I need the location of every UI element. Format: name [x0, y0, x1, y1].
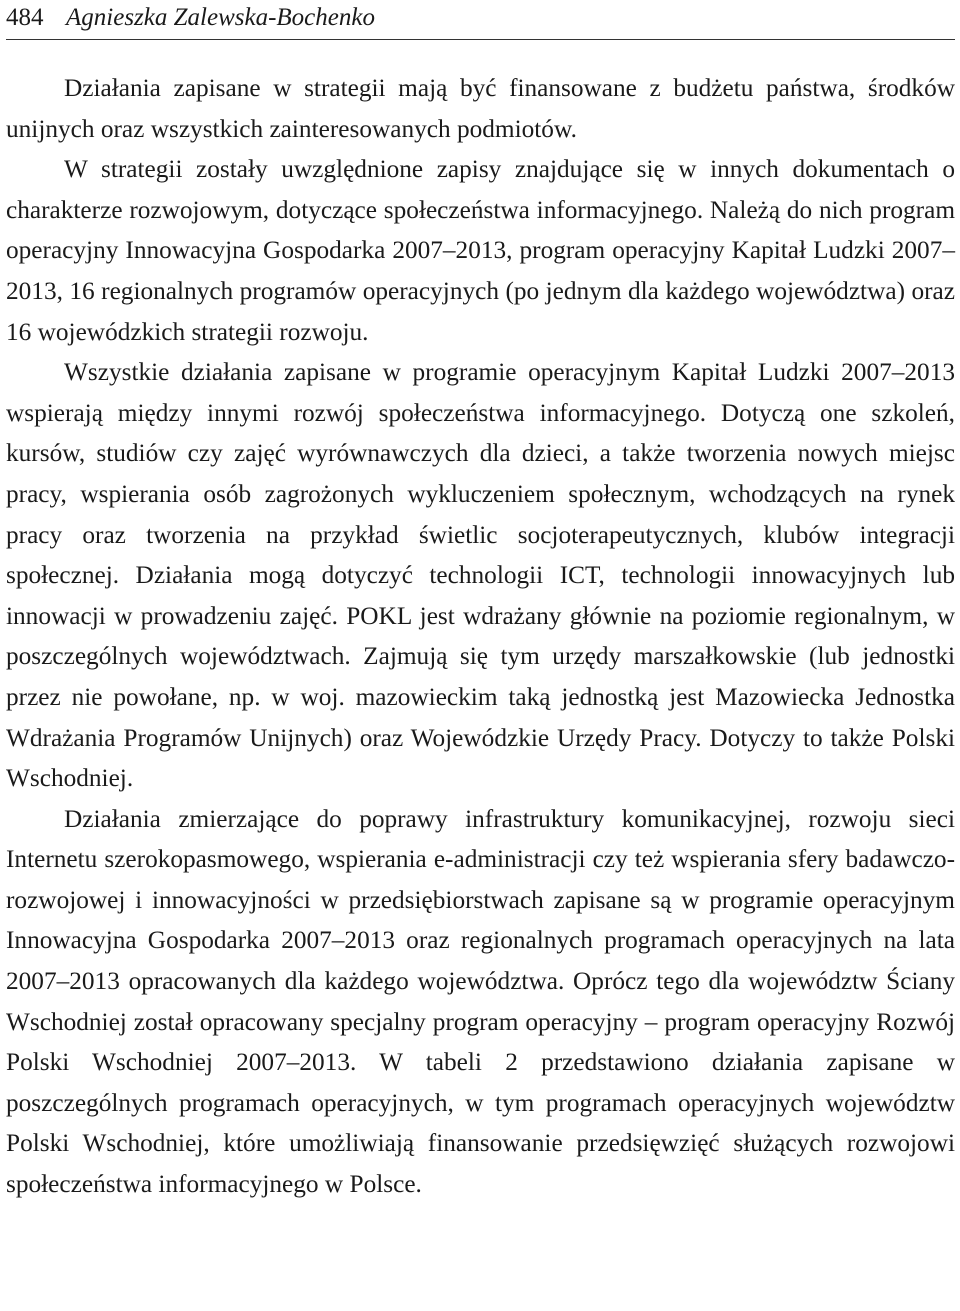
- page-header: [6, 0, 955, 40]
- paragraph-1: Działania zapisane w strategii mają być finansowane z budżetu państwa, środków unijnych oraz wszystkich zainteresowanych podmiotów.: [6, 74, 955, 143]
- page-number: 484: [6, 4, 44, 31]
- paragraph-2: W strategii zostały uwzględnione zapisy znajdujące się w innych dokumentach o charakterze rozwojowym, dotyczące społeczeństwa informacyjnego. Należą do nich program operacyjny Innowacyjna Gospodarka 2007–2013, program operacyjny Kapitał Ludzki 2007–2013, 16 regionalnych programów operacyjnych (po jednym dla każdego województwa) oraz 16 wojewódzkich strategii rozwoju.: [6, 155, 955, 346]
- running-head-author: Agnieszka Zalewska-Bochenko: [66, 4, 375, 31]
- paragraph-3: Wszystkie działania zapisane w programie operacyjnym Kapitał Ludzki 2007–2013 wspierają między innymi rozwój społeczeństwa informacyjnego. Dotyczą one szkoleń, kursów, studiów czy zajęć wyrównawczych dla dzieci, a także tworzenia nowych miejsc pracy, wspierania osób zagrożonych wykluczeniem społecznym, wchodzących na rynek pracy oraz tworzenia na przykład świetlic socjoterapeutycznych, klubów integracji społecznej. Działania mogą dotyczyć technologii ICT, technologii innowacyjnych lub innowacji w prowadzeniu zajęć. POKL jest wdrażany głównie na poziomie regionalnym, w poszczególnych województwach. Zajmują się tym urzędy marszałkowskie (lub jednostki przez nie powołane, np. w woj. mazowieckim taką jednostką jest Mazowiecka Jednostka Wdrażania Programów Unijnych) oraz Wojewódzkie Urzędy Pracy. Dotyczy to także Polski Wschodniej.: [6, 358, 955, 793]
- body-text: [6, 68, 955, 1205]
- paragraph-4: Działania zmierzające do poprawy infrastruktury komunikacyjnej, rozwoju sieci Internetu szerokopasmowego, wspierania e-administracji czy też wspierania sfery badawczo-rozwojowej i innowacyjności w przedsiębiorstwach zapisane są w programie operacyjnym Innowacyjna Gospodarka 2007–2013 oraz regionalnych programach operacyjnych na lata 2007–2013 opracowanych dla każdego województwa. Oprócz tego dla województw Ściany Wschodniej został opracowany specjalny program operacyjny – program operacyjny Rozwój Polski Wschodniej 2007–2013. W tabeli 2 przedstawiono działania zapisane w poszczególnych programach operacyjnych, w tym programach operacyjnych województw Polski Wschodniej, które umożliwiają finansowanie przedsięwzięć służących rozwojowi społeczeństwa informacyjnego w Polsce.: [6, 804, 955, 1199]
